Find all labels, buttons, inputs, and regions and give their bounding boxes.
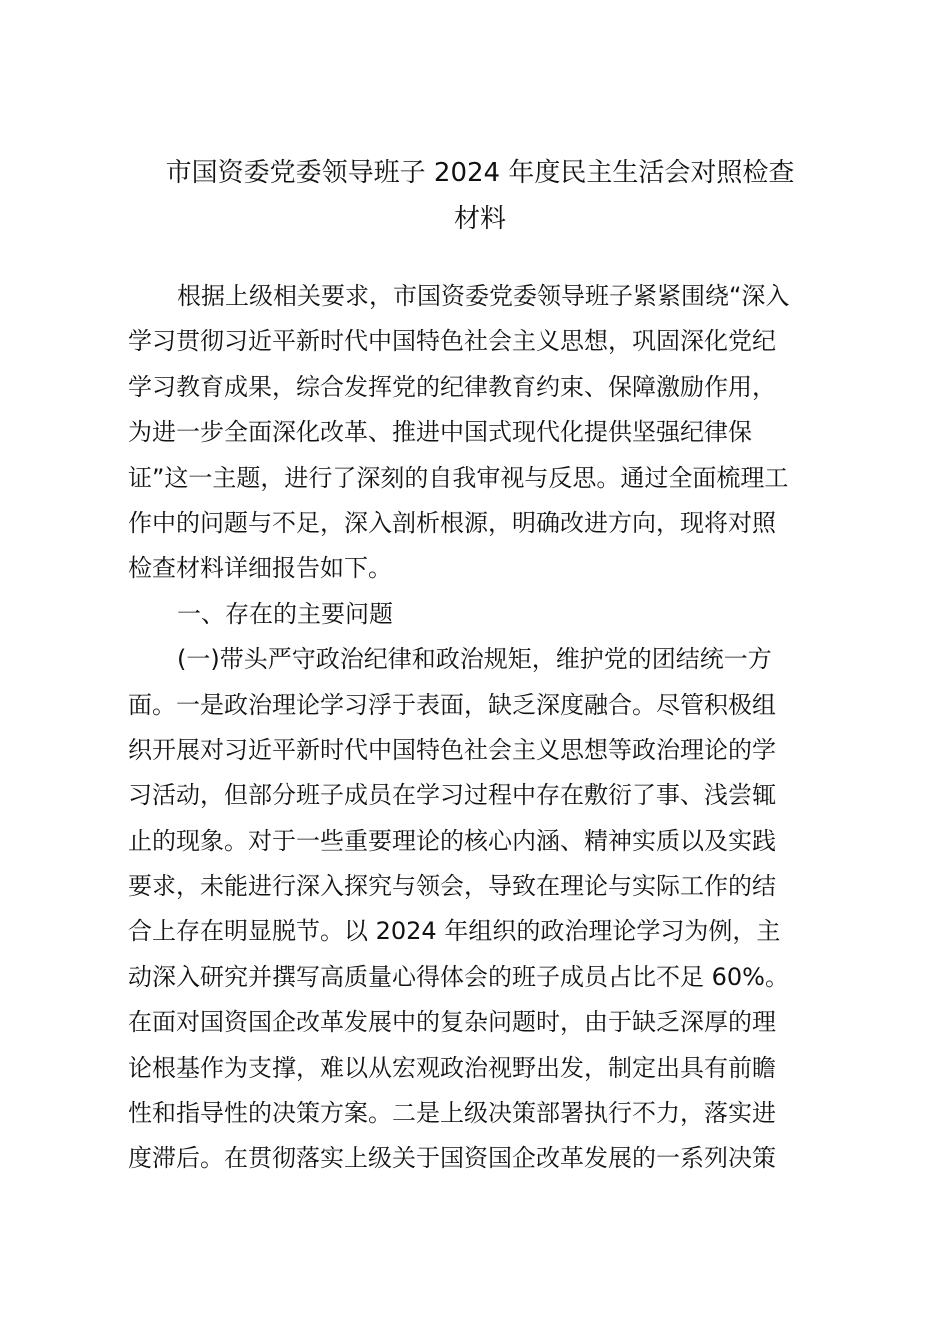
paragraph-line: 要求，未能进行深入探究与领会，导致在理论与实际工作的结 xyxy=(128,872,776,901)
paragraph-line: 学习贯彻习近平新时代中国特色社会主义思想，巩固深化党纪 xyxy=(128,327,776,356)
paragraph-line: (一)带头严守政治纪律和政治规矩，维护党的团结统一方 xyxy=(177,645,772,674)
paragraph xyxy=(128,637,828,1182)
paragraph-line: 证”这一主题，进行了深刻的自我审视与反思。通过全面梳理工 xyxy=(128,463,789,492)
paragraph-line: 度滞后。在贯彻落实上级关于国资国企改革发展的一系列决策 xyxy=(128,1144,776,1173)
paragraph-line: 织开展对习近平新时代中国特色社会主义思想等政治理论的学 xyxy=(128,735,776,764)
paragraph xyxy=(128,592,828,637)
document-body xyxy=(128,274,828,1182)
paragraph-line: 论根基作为支撑，难以从宏观政治视野出发，制定出具有前瞻 xyxy=(128,1053,776,1082)
paragraph-line: 作中的问题与不足，深入剖析根源，明确改进方向，现将对照 xyxy=(128,508,776,537)
paragraph-line: 止的现象。对于一些重要理论的核心内涵、精神实质以及实践 xyxy=(128,826,776,855)
paragraph-line: 学习教育成果，综合发挥党的纪律教育约束、保障激励作用， xyxy=(128,372,776,401)
paragraph-line: 合上存在明显脱节。以 2024 年组织的政治理论学习为例，主 xyxy=(128,917,781,946)
title-line: 材料 xyxy=(453,204,506,234)
paragraph-line: 根据上级相关要求，市国资委党委领导班子紧紧围绕“深入 xyxy=(177,282,790,310)
paragraph-line: 性和指导性的决策方案。二是上级决策部署执行不力，落实进 xyxy=(128,1099,776,1128)
paragraph-line: 为进一步全面深化改革、推进中国式现代化提供坚强纪律保 xyxy=(128,418,752,447)
paragraph-line: 一、存在的主要问题 xyxy=(177,599,393,628)
paragraph-line: 动深入研究并撰写高质量心得体会的班子成员占比不足 60%。 xyxy=(128,962,789,991)
paragraph-line: 习活动，但部分班子成员在学习过程中存在敷衍了事、浅尝辄 xyxy=(128,781,776,810)
paragraph-line: 面。一是政治理论学习浮于表面，缺乏深度融合。尽管积极组 xyxy=(128,690,776,719)
paragraph-line: 在面对国资国企改革发展中的复杂问题时，由于缺乏深厚的理 xyxy=(128,1008,776,1037)
paragraph xyxy=(128,274,828,592)
paragraph-line: 检查材料详细报告如下。 xyxy=(128,554,392,583)
document-title xyxy=(100,150,860,242)
title-line: 市国资委党委领导班子 2024 年度民主生活会对照检查 xyxy=(165,158,795,188)
